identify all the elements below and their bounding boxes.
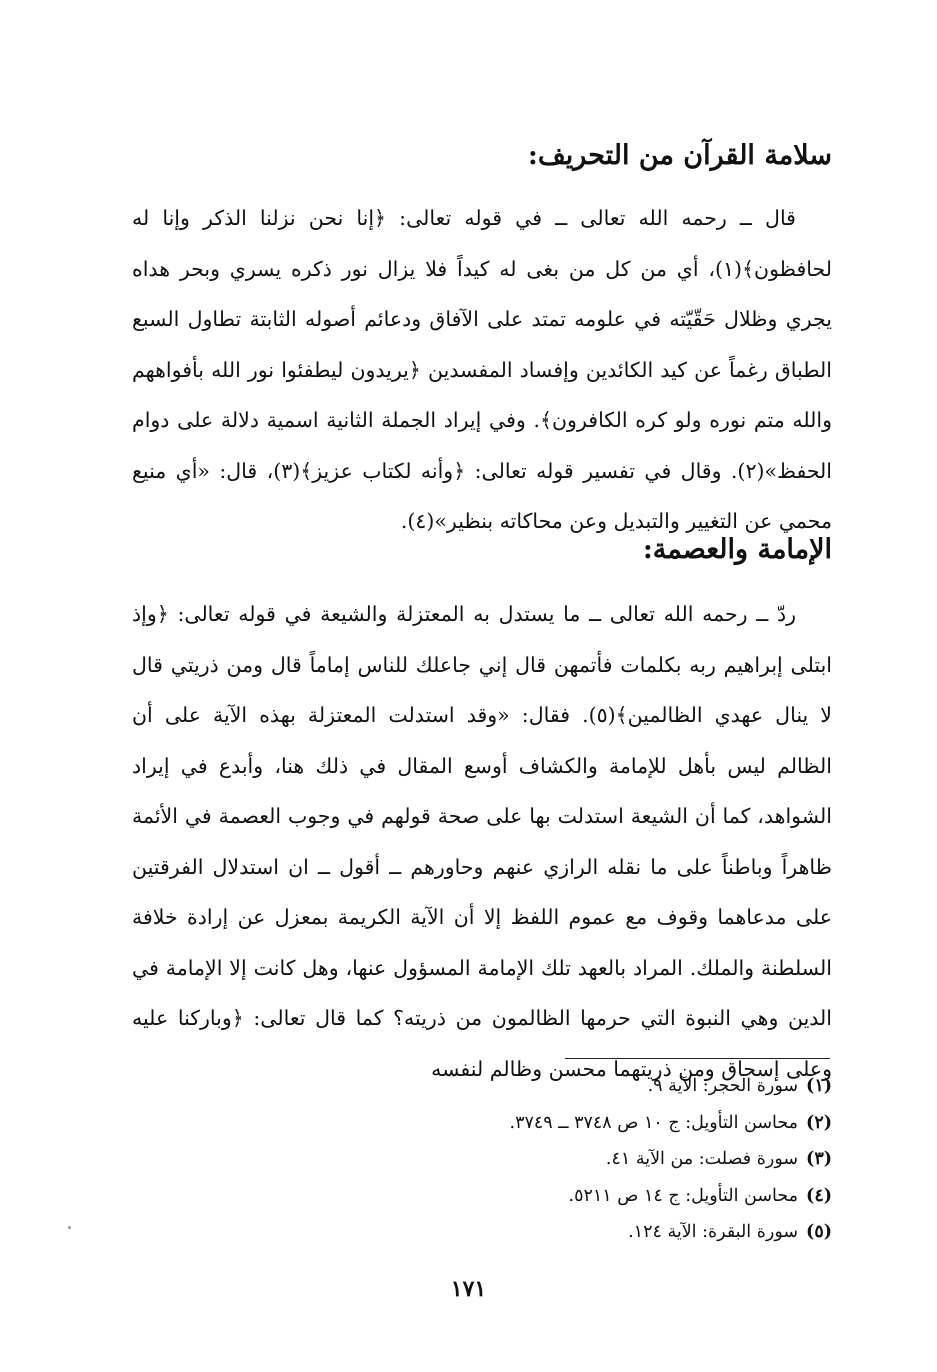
footnote-text: سورة الحجر: الآية ٩. [647,1076,799,1096]
paragraph-imamate [132,589,832,1094]
footnote-item [312,1214,832,1251]
paragraph-text: ردّ ــ رحمه الله تعالى ــ ما يستدل به المعتزلة والشيعة في قوله تعالى: ﴿وإذ ابتلى إبراهيم ربه بكلمات فأتمهن قال إني جاعلك للناس إماماً قال ومن ذريتي قال لا ينال عهدي الظالمين﴾(٥). فقال: «وقد استدلت المعتزلة بهذه الآية على أن الظالم ليس بأهل للإمامة والكشاف أوسع المقال في ذلك هنا، وأبدع في إيراد الشواهد، كما أن الشيعة استدلت بها على صحة قولهم في وجوب العصمة في الأئمة ظاهراً وباطناً على ما نقله الرازي عنهم وحاورهم ــ أقول ــ ان استدلال الفرقتين على مدعاهما وقوف مع عموم اللفظ إلا أن الآية الكريمة بمعزل عن إرادة خلافة السلطنة والملك. المراد بالعهد تلك الإمامة المسؤول عنها، وهل كانت إلا الإمامة في الدين وهي النبوة التي حرمها الظالمون من ذريته؟ كما قال تعالى: ﴿وباركنا عليه وعلى إسحاق ومن ذريتهما محسن وظالم لنفسه [132,602,832,1081]
scan-speck [68,1226,71,1229]
footnote-text: محاسن التأويل: ج ١٤ ص ٥٢١١. [568,1185,799,1206]
footnote-number: (٥) [806,1222,832,1242]
footnote-item [312,1105,832,1142]
footnote-item [312,1178,832,1215]
footnote-text: سورة البقرة: الآية ١٢٤. [628,1222,799,1242]
footnote-text: محاسن التأويل: ج ١٠ ص ٣٧٤٨ ــ ٣٧٤٩. [509,1112,799,1133]
footnote-separator [565,1058,830,1059]
footnote-number: (٣) [806,1149,832,1169]
footnote-text: سورة فصلت: من الآية ٤١. [605,1149,799,1169]
footnote-item [312,1141,832,1178]
footnote-item [312,1068,832,1105]
paragraph-text: قال ــ رحمه الله تعالى ــ في قوله تعالى: ﴿إنا نحن نزلنا الذكر وإنا له لحافظون﴾(١)، أي من كل من بغى له كيداً فلا يزال نور ذكره يسري وبحر هداه يجري وظلال حَقّيّته في علومه تمتد على الآفاق ودعائم أصوله الثابتة تطاول السبع الطباق رغماً عن كيد الكائدين وإفساد المفسدين ﴿يريدون ليطفئوا نور الله بأفواههم والله متم نوره ولو كره الكافرون﴾. وفي إيراد الجملة الثانية اسمية دلالة على دوام الحفظ»(٢). وقال في تفسير قوله تعالى: ﴿وأنه لكتاب عزيز﴾(٣)، قال: «أي منيع محمي عن التغيير والتبديل وعن محاكاته بنظير»(٤). [132,206,832,533]
footnote-number: (١) [806,1076,832,1096]
footnotes [312,1068,832,1251]
footnote-number: (٤) [806,1185,832,1206]
section-heading-quran-preservation: سلامة القرآن من التحريف: [527,140,832,171]
paragraph-quran-preservation [132,193,832,547]
footnote-number: (٢) [806,1112,832,1133]
page-number: ١٧١ [450,1276,487,1302]
section-heading-imamate: الإمامة والعصمة: [642,534,832,565]
